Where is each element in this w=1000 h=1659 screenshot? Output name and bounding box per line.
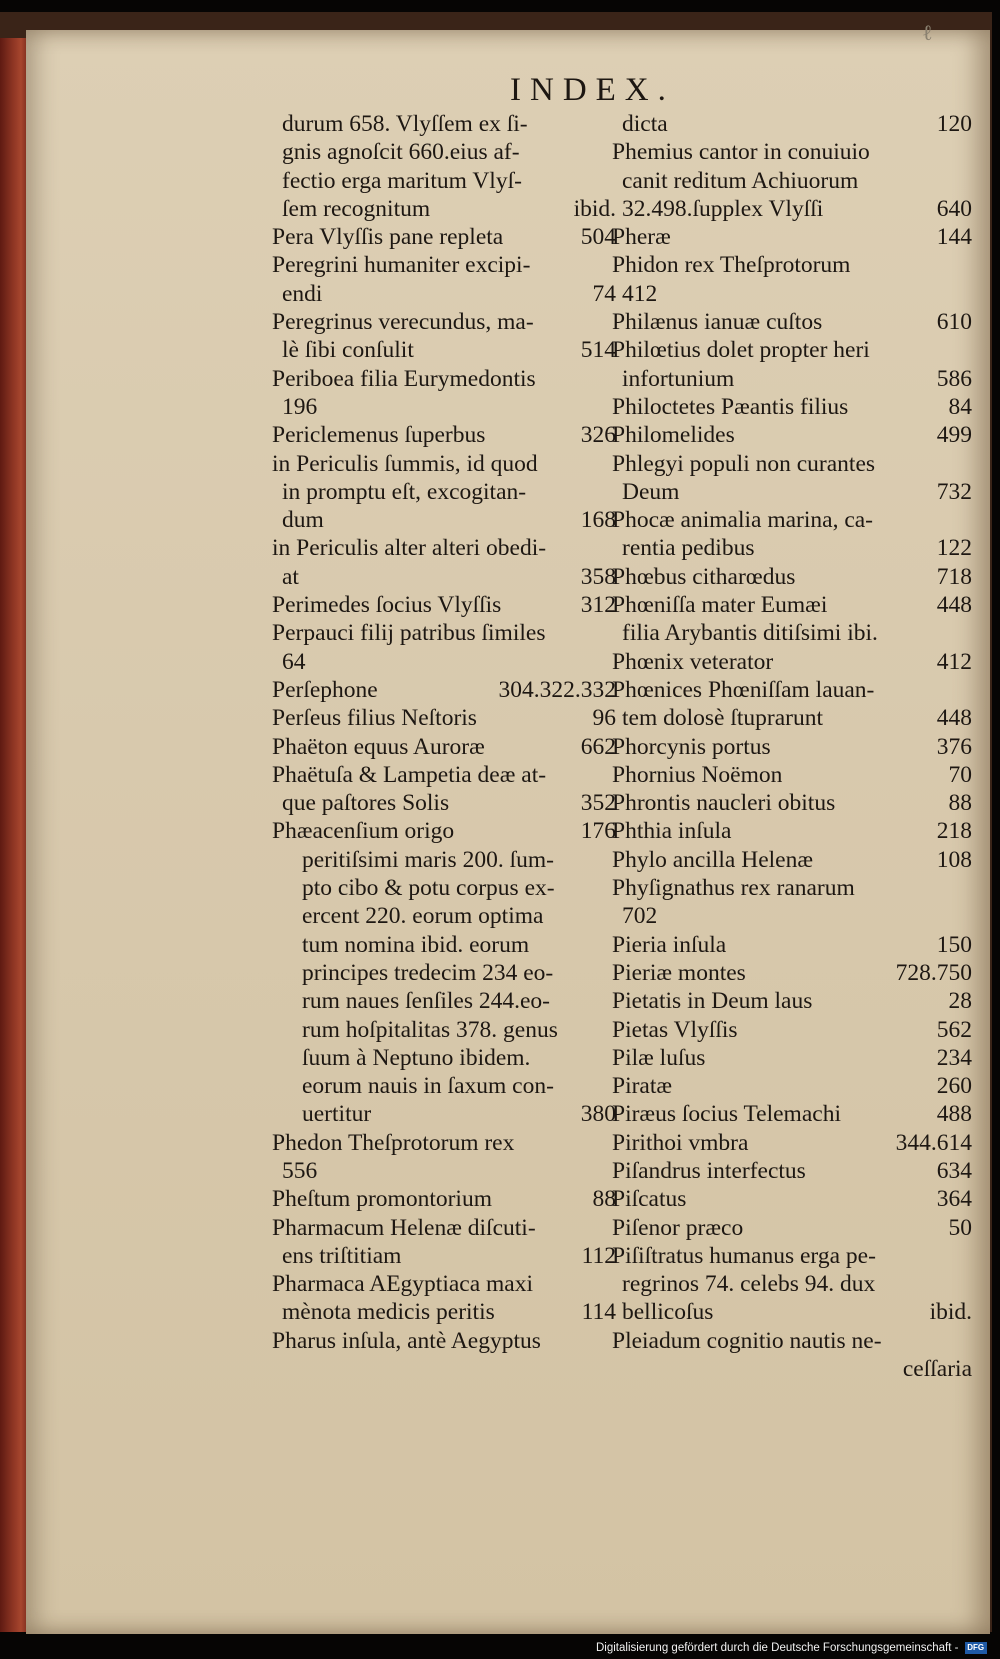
index-entry <box>612 308 972 336</box>
index-entry-page: 718 <box>936 563 972 590</box>
index-entry-text: eorum nauis in ſaxum con- <box>302 1073 554 1100</box>
index-entry-page: 326 <box>580 422 616 449</box>
index-entry-text: dum <box>282 507 324 534</box>
index-entry-page: 88 <box>592 1186 616 1213</box>
index-entry <box>612 1242 972 1270</box>
index-entry-text: Periclemenus ſuperbus <box>272 422 486 449</box>
index-entry-text: ſuum à Neptuno ibidem. <box>302 1044 531 1071</box>
index-entry <box>612 846 972 874</box>
index-entry-text: Phedon Theſprotorum rex <box>272 1129 515 1156</box>
index-entry <box>272 280 616 308</box>
index-entry-text: Phlegyi populi non curantes <box>612 450 876 477</box>
index-entry-page: 344.614 <box>895 1129 972 1156</box>
index-entry-page: 562 <box>936 1016 972 1043</box>
index-entry-page: 120 <box>936 111 972 137</box>
page-header: INDEX. <box>510 72 675 108</box>
index-entry-text: Perſephone <box>272 676 378 703</box>
index-entry-text: fectio erga maritum Vlyſ- <box>282 167 522 194</box>
index-entry-text: bellicoſus <box>622 1299 714 1326</box>
index-entry-text: Phaëton equus Auroræ <box>272 733 485 760</box>
index-entry-text: endi <box>282 280 323 307</box>
index-entry-page: 732 <box>936 478 972 505</box>
index-entry <box>272 761 616 789</box>
index-entry <box>272 987 616 1015</box>
index-entry-page: 352 <box>580 790 616 817</box>
index-entry-page: 84 <box>948 393 972 420</box>
index-entry-text: principes tredecim 234 eo- <box>302 959 554 986</box>
index-entry <box>272 110 616 138</box>
index-entry <box>612 506 972 534</box>
index-entry-text: Pheſtum promontorium <box>272 1186 492 1213</box>
index-entry <box>612 1044 972 1072</box>
index-entry-text: Periboea filia Eurymedontis <box>272 365 536 392</box>
index-entry-text: Piſandrus interfectus <box>612 1157 806 1184</box>
index-entry <box>272 1157 616 1185</box>
index-entry-page: 312 <box>580 592 616 619</box>
index-entry <box>272 393 616 421</box>
index-entry-page: 662 <box>580 733 616 760</box>
index-entry-page: 504 <box>580 224 616 251</box>
index-entry <box>272 1129 616 1157</box>
footer-credit <box>596 1640 996 1656</box>
index-entry-page: ibid. <box>573 195 616 222</box>
index-entry-text: 64 <box>282 648 306 675</box>
index-entry-page: 260 <box>936 1073 972 1100</box>
index-entry-text: Perſeus filius Neſtoris <box>272 705 477 732</box>
index-entry <box>612 138 972 166</box>
index-entry-page: 144 <box>936 224 972 251</box>
index-entry <box>272 931 616 959</box>
index-entry-page: 634 <box>936 1157 972 1184</box>
index-entry <box>612 931 972 959</box>
index-entry <box>612 761 972 789</box>
index-entry <box>612 534 972 562</box>
index-entry-text: in Periculis alter alteri obedi- <box>272 535 547 562</box>
index-entry-page: 586 <box>936 365 972 392</box>
index-entry-text: mènota medicis peritis <box>282 1299 495 1326</box>
index-entry <box>272 534 616 562</box>
index-entry-text: Deum <box>622 478 680 505</box>
index-entry-page: 728.750 <box>895 959 972 986</box>
index-entry-page: 304.322.332 <box>498 676 616 703</box>
index-entry-text: ercent 220. eorum optima <box>302 903 544 930</box>
index-entry-text: rum naues ſenſiles 244.eo- <box>302 988 550 1015</box>
index-entry-text: infortunium <box>622 365 735 392</box>
index-entry-text: dicta <box>622 111 668 137</box>
index-entry-page: 499 <box>936 422 972 449</box>
index-entry-page: 358 <box>580 563 616 590</box>
index-entry <box>612 1270 972 1298</box>
index-entry <box>612 959 972 987</box>
index-entry-text: Phemius cantor in conuiuio <box>612 139 870 166</box>
index-entry <box>612 676 972 704</box>
index-entry <box>612 704 972 732</box>
index-entry-text: Phyſignathus rex ranarum <box>612 875 855 902</box>
index-entry <box>272 365 616 393</box>
index-entry-text: 702 <box>622 903 658 930</box>
index-entry-text: lè ſibi conſulit <box>282 337 414 364</box>
index-entry <box>272 336 616 364</box>
index-entry <box>612 1185 972 1213</box>
index-entry-text: Pietatis in Deum laus <box>612 988 813 1015</box>
index-entry-text: Phœniſſa mater Eumæi <box>612 592 828 619</box>
index-entry-text: at <box>282 563 299 590</box>
index-entry-text: in Periculis ſummis, id quod <box>272 450 538 477</box>
index-column-right <box>612 110 972 1383</box>
index-entry <box>272 1100 616 1128</box>
index-entry <box>612 733 972 761</box>
index-entry-page: 488 <box>936 1101 972 1128</box>
index-entry-text: gnis agnoſcit 660.eius af- <box>282 139 520 166</box>
index-entry-text: Pharmacum Helenæ diſcuti- <box>272 1214 536 1241</box>
index-entry-text: 412 <box>622 280 658 307</box>
index-entry-text: ſem recognitum <box>282 195 431 222</box>
index-entry-text: Phrontis naucleri obitus <box>612 790 836 817</box>
index-entry-page: 514 <box>580 337 616 364</box>
dfg-logo: DFG <box>965 1642 987 1654</box>
index-entry <box>612 478 972 506</box>
index-entry-page: 150 <box>936 931 972 958</box>
index-entry-text: Pietas Vlyſſis <box>612 1016 738 1043</box>
index-entry-text: Pirithoi vmbra <box>612 1129 749 1156</box>
index-entry-page: 448 <box>936 592 972 619</box>
index-entry <box>272 1214 616 1242</box>
index-entry-text: filia Arybantis ditiſsimi ibi. <box>622 620 878 647</box>
index-entry <box>272 138 616 166</box>
index-entry-text: Phœnices Phœniſſam lauan- <box>612 676 875 703</box>
index-entry <box>612 563 972 591</box>
index-entry-text: Peregrini humaniter excipi- <box>272 252 531 279</box>
index-entry <box>612 393 972 421</box>
index-entry <box>272 195 616 223</box>
index-entry <box>612 421 972 449</box>
index-entry <box>272 817 616 845</box>
index-entry-text: Perpauci filij patribus ſimiles <box>272 620 546 647</box>
index-entry-text: Phæacenſium origo <box>272 818 455 845</box>
index-entry <box>612 648 972 676</box>
index-entry-text: 196 <box>282 393 318 420</box>
index-entry-page: 108 <box>936 846 972 873</box>
index-entry-page: 234 <box>936 1044 972 1071</box>
index-entry-text: peritiſsimi maris 200. ſum- <box>302 846 554 873</box>
index-entry <box>272 421 616 449</box>
index-entry <box>272 251 616 279</box>
index-entry-page: 610 <box>936 309 972 336</box>
index-column-left <box>272 110 616 1355</box>
index-entry-text: Philoctetes Pæantis filius <box>612 393 849 420</box>
index-entry-text: Phorcynis portus <box>612 733 771 760</box>
index-entry <box>612 789 972 817</box>
index-entry <box>612 874 972 902</box>
index-entry <box>612 619 972 647</box>
index-entry-page: 168 <box>580 507 616 534</box>
index-entry <box>612 450 972 478</box>
index-entry <box>272 450 616 478</box>
index-entry-page: 74 <box>592 280 616 307</box>
index-entry <box>272 563 616 591</box>
index-entry-text: Pieriæ montes <box>612 959 746 986</box>
index-entry <box>612 365 972 393</box>
index-entry-text: Pheræ <box>612 224 671 251</box>
index-entry <box>272 1270 616 1298</box>
index-entry <box>612 817 972 845</box>
index-entry <box>272 676 616 704</box>
index-entry <box>612 1157 972 1185</box>
index-entry-text: Peregrinus verecundus, ma- <box>272 309 534 336</box>
index-entry-text: 556 <box>282 1157 318 1184</box>
index-entry-text: Pieria inſula <box>612 931 727 958</box>
index-entry-text: Pharmaca AEgyptiaca maxi <box>272 1271 534 1298</box>
index-entry-page: 112 <box>581 1242 616 1269</box>
index-entry <box>272 223 616 251</box>
index-entry <box>272 506 616 534</box>
index-entry-text: canit reditum Achiuorum <box>622 167 859 194</box>
index-entry <box>272 478 616 506</box>
index-entry-text: Phaëtuſa & Lampetia deæ at- <box>272 761 547 788</box>
index-entry <box>272 591 616 619</box>
index-entry-page: 412 <box>936 648 972 675</box>
index-entry <box>272 1242 616 1270</box>
index-entry-text: 32.498.ſupplex Vlyſſi <box>622 195 824 222</box>
index-entry <box>272 648 616 676</box>
index-entry-page: 176 <box>580 818 616 845</box>
index-entry <box>612 167 972 195</box>
index-entry <box>612 1355 972 1383</box>
index-entry <box>272 1298 616 1326</box>
index-entry-text: ens triſtitiam <box>282 1242 402 1269</box>
index-entry-text: Pera Vlyſſis pane repleta <box>272 224 504 251</box>
index-entry <box>612 223 972 251</box>
index-entry-text: rentia pedibus <box>622 535 755 562</box>
index-entry-text: regrinos 74. celebs 94. dux <box>622 1271 876 1298</box>
index-entry-text: Pharus inſula, antè Aegyptus <box>272 1327 541 1354</box>
index-entry-page: 50 <box>948 1214 972 1241</box>
index-entry <box>272 902 616 930</box>
index-entry-text: uertitur <box>302 1101 372 1128</box>
index-entry-page: 376 <box>936 733 972 760</box>
index-entry-text: rum hoſpitalitas 378. genus <box>302 1016 558 1043</box>
index-entry-text: tum nomina ibid. eorum <box>302 931 530 958</box>
index-entry-text: Piræus ſocius Telemachi <box>612 1101 841 1128</box>
index-entry <box>272 1044 616 1072</box>
index-entry <box>272 1016 616 1044</box>
index-entry-text: Phocæ animalia marina, ca- <box>612 507 874 534</box>
index-entry <box>612 1129 972 1157</box>
index-entry <box>612 251 972 279</box>
index-entry-text: Piſiſtratus humanus erga pe- <box>612 1242 876 1269</box>
index-entry <box>272 733 616 761</box>
corner-mark: ℓ <box>922 20 933 45</box>
index-entry-text: Piſenor præco <box>612 1214 744 1241</box>
index-entry <box>612 280 972 308</box>
index-entry-page: 218 <box>936 818 972 845</box>
footer-credit-text: Digitalisierung gefördert durch die Deutsche Forschungsgemeinschaft - <box>596 1642 959 1654</box>
index-entry <box>272 959 616 987</box>
index-entry <box>612 1016 972 1044</box>
index-entry-page: 28 <box>948 988 972 1015</box>
index-entry-page: 364 <box>936 1186 972 1213</box>
index-entry-page: ceſſaria <box>902 1356 972 1383</box>
index-entry-page: ibid. <box>929 1299 972 1326</box>
index-entry-page: 448 <box>936 705 972 732</box>
index-entry-text: Pilæ luſus <box>612 1044 706 1071</box>
index-entry-text: Phidon rex Theſprotorum <box>612 252 851 279</box>
index-entry-page: 96 <box>592 705 616 732</box>
index-entry <box>612 195 972 223</box>
index-entry-page: 70 <box>948 761 972 788</box>
index-entry <box>272 1185 616 1213</box>
index-entry-text: tem dolosè ſtuprarunt <box>622 705 824 732</box>
index-entry <box>272 1072 616 1100</box>
index-entry-page: 114 <box>581 1299 616 1326</box>
index-entry-text: Phylo ancilla Helenæ <box>612 846 814 873</box>
index-entry-page: 122 <box>936 535 972 562</box>
index-entry <box>612 1072 972 1100</box>
index-entry-text: Phœnix veterator <box>612 648 774 675</box>
index-entry-text: Piratæ <box>612 1073 673 1100</box>
index-entry <box>612 1298 972 1326</box>
index-entry <box>612 1327 972 1355</box>
index-entry <box>612 1214 972 1242</box>
index-entry <box>272 704 616 732</box>
index-entry-text: Phthia inſula <box>612 818 732 845</box>
index-entry-text: Piſcatus <box>612 1186 687 1213</box>
index-entry-text: Pleiadum cognitio nautis ne- <box>612 1327 882 1354</box>
index-entry <box>272 167 616 195</box>
index-entry <box>272 308 616 336</box>
index-entry <box>612 336 972 364</box>
index-entry <box>612 591 972 619</box>
index-entry-text: pto cibo & potu corpus ex- <box>302 875 555 902</box>
index-entry-text: Phœbus citharœdus <box>612 563 796 590</box>
index-entry <box>272 619 616 647</box>
index-entry-text: Philomelides <box>612 422 735 449</box>
index-entry <box>612 1100 972 1128</box>
index-entry <box>612 902 972 930</box>
index-entry-text: Philœtius dolet propter heri <box>612 337 870 364</box>
index-entry <box>272 846 616 874</box>
index-entry-text: Philænus ianuæ cuſtos <box>612 309 823 336</box>
index-entry <box>272 789 616 817</box>
index-entry-text: Perimedes ſocius Vlyſſis <box>272 592 502 619</box>
index-entry-text: in promptu eſt, excogitan- <box>282 478 527 505</box>
index-entry-page: 640 <box>936 195 972 222</box>
index-entry <box>612 987 972 1015</box>
index-entry-page: 88 <box>948 790 972 817</box>
index-entry-text: Phornius Noëmon <box>612 761 783 788</box>
index-entry-page: 380 <box>580 1101 616 1128</box>
index-entry-text: que paſtores Solis <box>282 790 450 817</box>
index-entry <box>272 874 616 902</box>
index-entry-text: durum 658. Vlyſſem ex ſi- <box>282 111 528 137</box>
index-entry <box>272 1327 616 1355</box>
index-entry <box>612 110 972 138</box>
